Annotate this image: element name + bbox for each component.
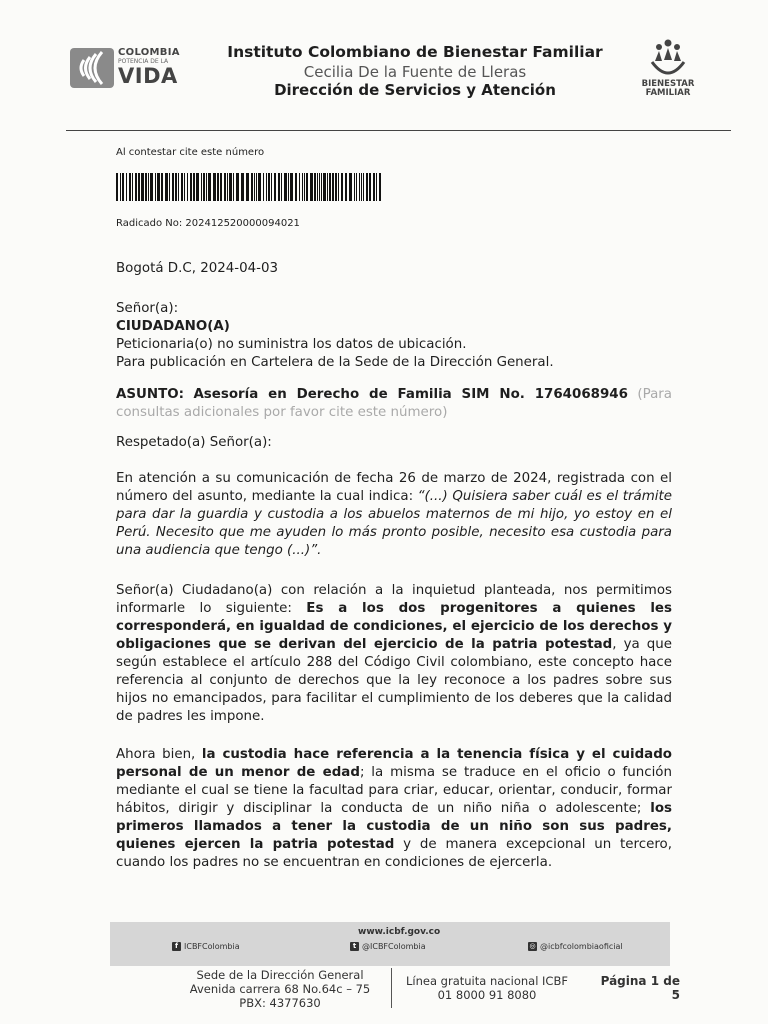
facebook-icon: f <box>172 942 181 951</box>
barcode-bar <box>271 173 272 201</box>
barcode-bar <box>145 173 147 201</box>
barcode-bar <box>310 173 313 201</box>
barcode-bar <box>268 173 270 201</box>
header-divider <box>66 130 731 131</box>
barcode-bar <box>184 173 185 201</box>
barcode-bar <box>246 173 249 201</box>
family-icon <box>648 38 688 80</box>
paragraph-1-text: En atención a su comunicación de fecha 26 de marzo de 2024, registrada con el número del asunto, mediante la cual indica: <box>116 471 672 504</box>
barcode-bar <box>241 173 244 201</box>
recipient-name: CIUDADANO(A) <box>116 319 230 334</box>
barcode-bar <box>314 173 316 201</box>
paragraph-3-text-a: Ahora bien, <box>116 747 202 762</box>
recipient-salutation: Señor(a): <box>116 301 179 316</box>
footer-website[interactable]: www.icbf.gov.co <box>358 927 441 937</box>
barcode-bar <box>366 173 368 201</box>
barcode-bar <box>213 173 216 201</box>
barcode-bar <box>363 173 364 201</box>
barcode-bar <box>379 173 381 201</box>
barcode-bar <box>233 173 234 201</box>
institution-name: Instituto Colombiano de Bienestar Familiar <box>227 43 603 61</box>
footer-hotline-number: 01 8000 91 8080 <box>437 988 537 1002</box>
footer-facebook-handle: ICBFColombia <box>184 942 240 951</box>
footer-hotline <box>398 974 576 1002</box>
page-of: de <box>663 974 680 988</box>
cite-label: Al contestar cite este número <box>116 147 265 158</box>
barcode-bar <box>354 173 355 201</box>
barcode-bar <box>335 173 337 201</box>
barcode-bar <box>206 173 207 201</box>
instagram-icon: ◎ <box>529 942 536 950</box>
greeting: Respetado(a) Señor(a): <box>116 435 272 450</box>
asunto-label: ASUNTO: <box>116 387 184 402</box>
logo-text-familiar: FAMILIAR <box>645 87 691 98</box>
barcode-bar <box>120 173 121 201</box>
paragraph-2-text-a: Señor(a) Ciudadano(a) con relación a la inquietud planteada, nos permitimos informarle lo siguiente: <box>116 583 672 616</box>
footer-instagram-handle: @icbfcolombiaoficial <box>540 942 623 951</box>
colombia-potencia-de-la-vida-logo <box>70 46 188 92</box>
barcode-bar <box>148 173 149 201</box>
barcode-bar <box>345 173 347 201</box>
barcode-bar <box>217 173 219 201</box>
barcode-bar <box>256 173 257 201</box>
footer-twitter[interactable] <box>350 942 426 951</box>
radicado-barcode <box>116 173 382 201</box>
department-name: Dirección de Servicios y Atención <box>274 81 556 99</box>
barcode-bar <box>229 173 232 201</box>
barcode-bar <box>178 173 179 201</box>
footer-divider <box>391 968 392 1008</box>
barcode-bar <box>224 173 226 201</box>
barcode-bar <box>196 173 199 201</box>
paragraph-2-text-c: , ya que según establece el artículo 288 del Código Civil colombiano, este concepto hace referencia al conjunto de derechos que la ley reconoce a los padres sobre sus hijos no emancipados, para facilitar el cumplimiento de los deberes que la calidad de padres les impone. <box>116 637 672 724</box>
paragraph-2-bold: Es a los dos progenitores a quienes les corresponderá, en igualdad de condiciones, el ejercicio de los derechos y obligaciones que se derivan del ejercicio de la patria potestad <box>116 601 672 652</box>
barcode-bar <box>254 173 255 201</box>
paragraph-2 <box>116 582 672 726</box>
barcode-bar <box>116 173 118 201</box>
footer-address-line-1: Sede de la Dirección General <box>196 968 364 982</box>
barcode-bar <box>359 173 360 201</box>
barcode-bar <box>338 173 339 201</box>
radicado-number: Radicado No: 202412520000094021 <box>116 218 300 229</box>
footer-twitter-handle: @ICBFColombia <box>362 942 426 951</box>
barcode-bar <box>356 173 357 201</box>
director-name: Cecilia De la Fuente de Lleras <box>303 63 527 81</box>
barcode-bar <box>129 173 131 201</box>
barcode-bar <box>141 173 144 201</box>
paragraph-1 <box>116 470 672 560</box>
barcode-bar <box>295 173 297 201</box>
barcode-bar <box>201 173 202 201</box>
barcode-bar <box>122 173 124 201</box>
recipient-line-2: Para publicación en Cartelera de la Sede de la Dirección General. <box>116 355 554 370</box>
barcode-bar <box>284 173 287 201</box>
footer-address-line-2: Avenida carrera 68 No.64c – 75 <box>189 982 371 996</box>
footer-address <box>180 968 380 1010</box>
barcode-bar <box>135 173 137 201</box>
barcode-bar <box>150 173 153 201</box>
page-current: 1 <box>650 974 660 988</box>
barcode-bar <box>266 173 267 201</box>
barcode-bar <box>304 173 305 201</box>
letter-date: Bogotá D.C, 2024-04-03 <box>116 261 279 276</box>
logo-waves-icon <box>70 48 114 88</box>
page-indicator <box>590 974 680 1002</box>
barcode-bar <box>332 173 334 201</box>
barcode-bar <box>138 173 140 201</box>
barcode-bar <box>258 173 261 201</box>
footer-instagram[interactable] <box>528 942 623 951</box>
barcode-bar <box>172 173 174 201</box>
barcode-bar <box>263 173 264 201</box>
barcode-bar <box>126 173 127 201</box>
barcode-bar <box>190 173 192 201</box>
logo-text-bienestar: BIENESTAR <box>641 79 695 89</box>
barcode-bar <box>155 173 156 201</box>
paragraph-3-bold-1: la custodia hace referencia a la tenencia física y el cuidado personal de un menor de edad <box>116 747 672 780</box>
recipient-line-1: Peticionaria(o) no suministra los datos de ubicación. <box>116 337 467 352</box>
logo-text-potencia: POTENCIA DE LA <box>118 58 169 65</box>
barcode-bar <box>288 173 289 201</box>
barcode-bar <box>281 173 282 201</box>
logo-text-colombia: COLOMBIA <box>118 47 180 58</box>
page-total: 5 <box>671 988 680 1002</box>
recipient-block <box>116 300 672 372</box>
asunto-text: Asesoría en Derecho de Familia SIM No. 1764068946 <box>193 387 628 402</box>
barcode-bar <box>321 173 322 201</box>
paragraph-3-text-e: y de manera excepcional un tercero, cuando los padres no se encuentran en condiciones de ejercerla. <box>116 837 672 870</box>
paragraph-1-quote: “(...) Quisiera saber cuál es el trámite para dar la guardia y custodia a los abuelos maternos de mi hijo, yo estoy en el Perú. Necesito que me ayuden lo más pronto posible, necesito esa custodia para una audiencia que tengo (...)”. <box>116 489 672 558</box>
footer-contact-bar <box>110 922 670 966</box>
barcode-bar <box>327 173 328 201</box>
paragraph-3-bold-2: los primeros llamados a tener la custodia de un niño son sus padres, quienes ejercen la patria potestad <box>116 801 672 852</box>
barcode-bar <box>274 173 276 201</box>
barcode-bar <box>319 173 320 201</box>
barcode-bar <box>369 173 371 201</box>
barcode-bar <box>341 173 343 201</box>
paragraph-3-text-c: ; la misma se traduce en el oficio o función mediante el cual se tiene la facultad para criar, educar, orientar, conducir, formar hábitos, dirigir y disciplinar la conducta de un niño niña o adolescente; <box>116 765 672 816</box>
asunto-block <box>116 386 672 422</box>
barcode-bar <box>187 173 188 201</box>
barcode-bar <box>317 173 318 201</box>
barcode-bar <box>227 173 228 201</box>
barcode-bar <box>165 173 168 201</box>
barcode-bar <box>290 173 293 201</box>
barcode-bar <box>175 173 177 201</box>
footer-pbx: PBX: 4377630 <box>239 996 321 1010</box>
page-word: Página <box>600 974 647 988</box>
barcode-bar <box>132 173 133 201</box>
footer-hotline-label: Línea gratuita nacional ICBF <box>406 974 568 988</box>
barcode-bar <box>251 173 253 201</box>
barcode-bar <box>361 173 362 201</box>
asunto-note: (Para consultas adicionales por favor cite este número) <box>116 387 672 420</box>
barcode-bar <box>299 173 300 201</box>
barcode-bar <box>278 173 280 201</box>
barcode-bar <box>208 173 211 201</box>
barcode-bar <box>349 173 352 201</box>
barcode-bar <box>157 173 160 201</box>
footer-facebook[interactable] <box>172 942 240 951</box>
bienestar-familiar-logo <box>636 38 700 104</box>
barcode-bar <box>193 173 195 201</box>
paragraph-3 <box>116 746 672 872</box>
barcode-bar <box>329 173 331 201</box>
barcode-bar <box>203 173 205 201</box>
barcode-bar <box>376 173 377 201</box>
barcode-bar <box>373 173 375 201</box>
barcode-bar <box>220 173 222 201</box>
barcode-bar <box>169 173 170 201</box>
barcode-bar <box>306 173 308 201</box>
barcode-bar <box>323 173 326 201</box>
barcode-bar <box>236 173 239 201</box>
barcode-bar <box>161 173 163 201</box>
barcode-bar <box>181 173 183 201</box>
barcode-bar <box>302 173 303 201</box>
logo-text-vida: VIDA <box>118 64 178 88</box>
twitter-icon: t <box>350 942 359 951</box>
